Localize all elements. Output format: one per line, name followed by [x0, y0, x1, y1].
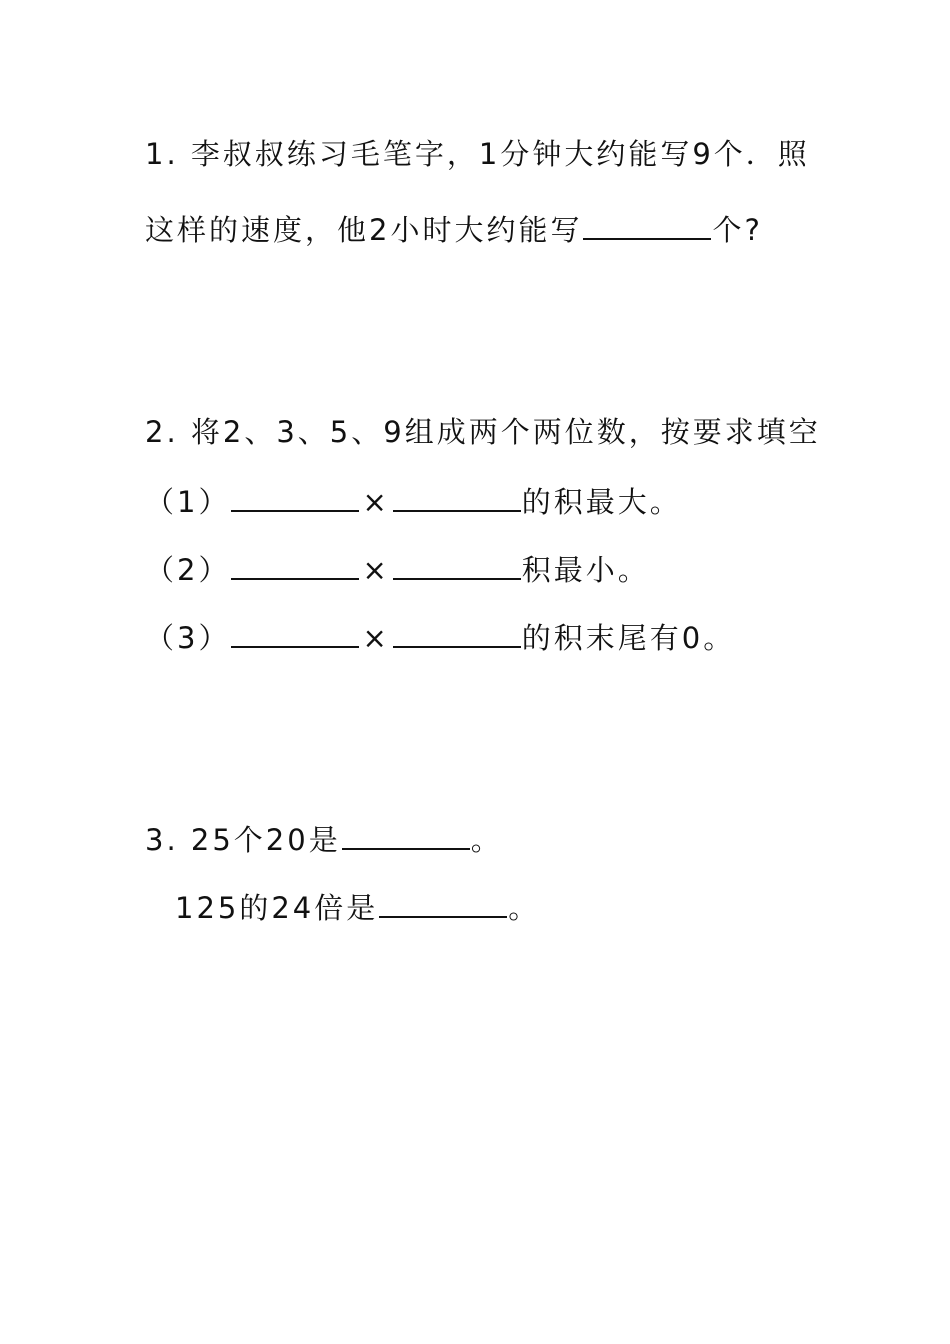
q2-item-1: [145, 480, 682, 522]
q1-text-2: 这样的速度，他2小时大约能写: [145, 213, 583, 247]
q2-item-1-blank-a[interactable]: [231, 480, 359, 512]
q2-title-text: 2. 将2、3、5、9组成两个两位数，按要求填空: [145, 415, 821, 449]
q2-item-1-suffix: 的积最大。: [521, 485, 682, 519]
q2-item-3-label: （3）: [145, 621, 231, 655]
q2-item-1-label: （1）: [145, 485, 231, 519]
times-symbol: ×: [362, 553, 390, 587]
q3-text-4: 。: [508, 891, 541, 925]
q1-line-2: [145, 208, 763, 250]
q1-text-3: 个?: [712, 213, 763, 247]
q2-item-3-blank-b[interactable]: [393, 616, 521, 648]
q3-answer-blank-1[interactable]: [342, 818, 470, 850]
times-symbol: ×: [362, 621, 390, 655]
q3-text-1: 3. 25个20是: [145, 823, 341, 857]
q2-item-3: [145, 616, 735, 658]
q3-answer-blank-2[interactable]: [379, 886, 507, 918]
q2-item-2-blank-b[interactable]: [393, 548, 521, 580]
q1-text-1: 1. 李叔叔练习毛笔字，1分钟大约能写9个．照: [145, 137, 810, 171]
q2-title: [145, 412, 821, 452]
q2-item-3-blank-a[interactable]: [231, 616, 359, 648]
q1-line-1: [145, 134, 810, 174]
q2-item-2-label: （2）: [145, 553, 231, 587]
q3-line-2: [175, 886, 540, 928]
q2-item-2: [145, 548, 650, 590]
q2-item-3-suffix: 的积末尾有0。: [521, 621, 736, 655]
q3-text-2: 。: [470, 823, 503, 857]
q2-item-2-blank-a[interactable]: [231, 548, 359, 580]
q1-answer-blank[interactable]: [583, 208, 711, 240]
q2-item-1-blank-b[interactable]: [393, 480, 521, 512]
q3-line-1: [145, 818, 503, 860]
q3-text-3: 125的24倍是: [175, 891, 379, 925]
q2-item-2-suffix: 积最小。: [521, 553, 650, 587]
times-symbol: ×: [362, 485, 390, 519]
